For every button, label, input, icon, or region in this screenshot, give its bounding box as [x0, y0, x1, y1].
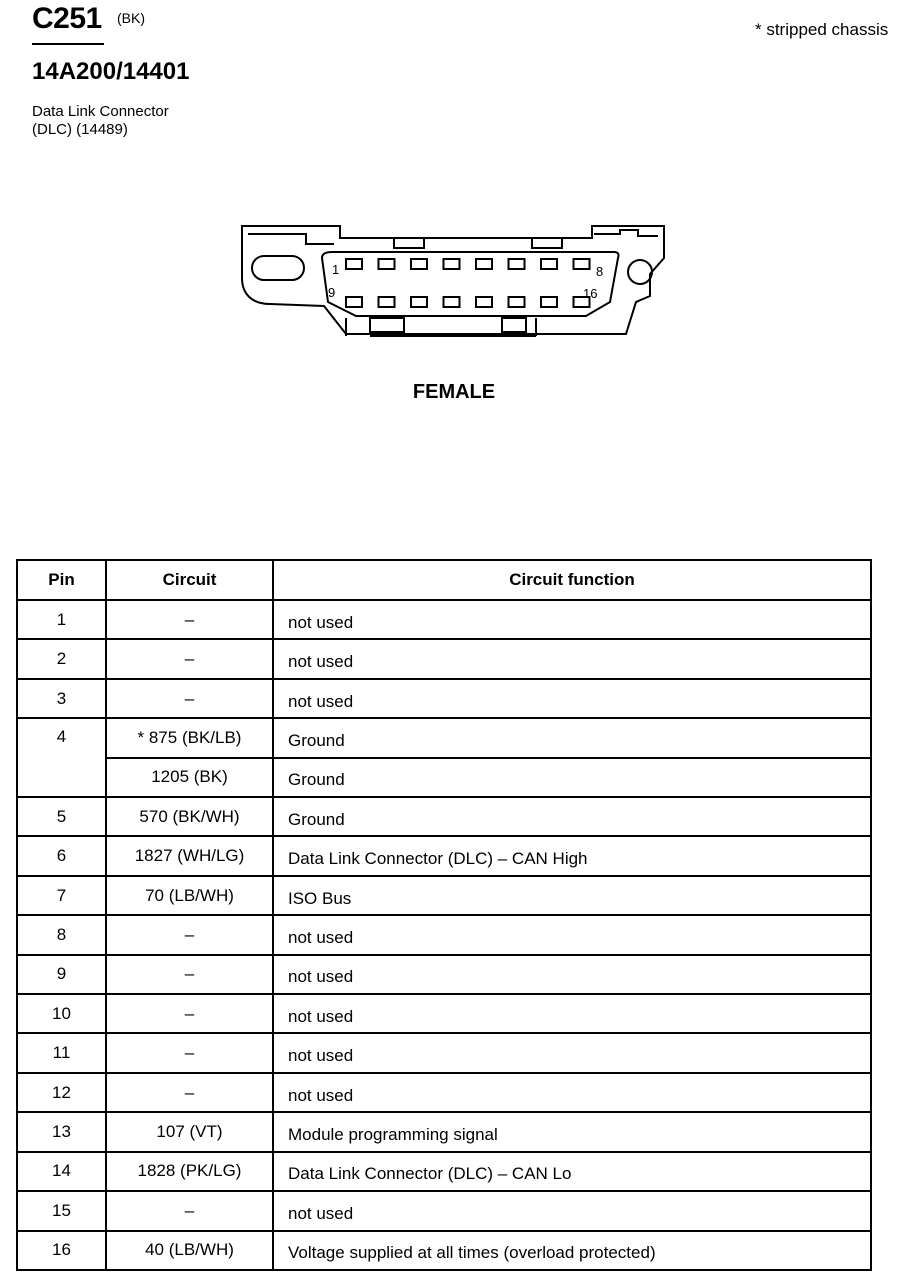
- circuit-function: Ground: [273, 718, 871, 757]
- pin-number: 10: [17, 994, 106, 1033]
- bottom-tab-right: [502, 318, 526, 332]
- circuit-function: ISO Bus: [273, 876, 871, 915]
- table-row: [17, 1073, 871, 1112]
- circuit-function: not used: [273, 994, 871, 1033]
- top-tab-left: [394, 238, 424, 248]
- table-row: [17, 1152, 871, 1191]
- table-header-row: [17, 560, 871, 600]
- part-numbers: 14A200/14401: [32, 58, 190, 85]
- circuit-value: –: [106, 994, 273, 1033]
- right-hole: [628, 260, 652, 284]
- circuit-value: 40 (LB/WH): [106, 1231, 273, 1271]
- circuit-value: 1828 (PK/LG): [106, 1152, 273, 1191]
- circuit-value: 570 (BK/WH): [106, 797, 273, 836]
- circuit-function: Ground: [273, 758, 871, 797]
- left-flange: [248, 234, 334, 244]
- circuit-function: not used: [273, 1073, 871, 1112]
- pin-number: 3: [17, 679, 106, 718]
- circuit-value: –: [106, 1073, 273, 1112]
- circuit-function: not used: [273, 1191, 871, 1230]
- pin-slot: [411, 259, 427, 269]
- table-row: [17, 797, 871, 836]
- circuit-value: –: [106, 915, 273, 954]
- circuit-value: 107 (VT): [106, 1112, 273, 1151]
- table-row: [17, 718, 871, 757]
- header-pin: Pin: [17, 560, 106, 600]
- description-line-2: (DLC) (14489): [32, 121, 128, 138]
- circuit-value: * 875 (BK/LB): [106, 718, 273, 757]
- pinout-table: [16, 559, 872, 1271]
- circuit-function: Data Link Connector (DLC) – CAN Lo: [273, 1152, 871, 1191]
- pin-label-9: 9: [328, 285, 336, 300]
- pin-slot: [541, 259, 557, 269]
- circuit-function: Ground: [273, 797, 871, 836]
- circuit-value: –: [106, 679, 273, 718]
- pinout-rows: [17, 600, 871, 1270]
- pin-slot: [444, 297, 460, 307]
- circuit-value: –: [106, 1033, 273, 1072]
- pin-slot: [379, 297, 395, 307]
- circuit-function: not used: [273, 600, 871, 639]
- circuit-function: not used: [273, 679, 871, 718]
- pin-label-16: 16: [583, 286, 598, 301]
- table-row: [17, 955, 871, 994]
- connector-code-underline: [32, 43, 104, 45]
- top-tab-right: [532, 238, 562, 248]
- circuit-value: 1205 (BK): [106, 758, 273, 797]
- pin-slot: [509, 259, 525, 269]
- table-row: [17, 1033, 871, 1072]
- circuit-value: –: [106, 639, 273, 678]
- pin-number: 1: [17, 600, 106, 639]
- circuit-function: not used: [273, 1033, 871, 1072]
- table-row: [17, 994, 871, 1033]
- table-row: [17, 600, 871, 639]
- pin-number: 15: [17, 1191, 106, 1230]
- pin-slot: [346, 259, 362, 269]
- left-slot: [252, 256, 304, 280]
- pin-slot: [476, 259, 492, 269]
- circuit-value: 70 (LB/WH): [106, 876, 273, 915]
- pin-number: 7: [17, 876, 106, 915]
- header-function: Circuit function: [273, 560, 871, 600]
- circuit-value: –: [106, 955, 273, 994]
- pin-slot: [379, 259, 395, 269]
- pin-number: 5: [17, 797, 106, 836]
- color-code: (BK): [117, 10, 145, 26]
- pin-number: 13: [17, 1112, 106, 1151]
- view-label: FEMALE: [412, 381, 496, 403]
- circuit-function: Module programming signal: [273, 1112, 871, 1151]
- pin-number: 2: [17, 639, 106, 678]
- pin-number: 4: [17, 718, 106, 797]
- circuit-function: Voltage supplied at all times (overload protected): [273, 1231, 871, 1271]
- pin-slot: [444, 259, 460, 269]
- pin-slots: [346, 259, 590, 307]
- pin-label-1: 1: [332, 262, 340, 277]
- pin-number: 6: [17, 836, 106, 875]
- table-row: [17, 679, 871, 718]
- pin-slot: [346, 297, 362, 307]
- circuit-value: 1827 (WH/LG): [106, 836, 273, 875]
- pin-number: 8: [17, 915, 106, 954]
- pin-slot: [509, 297, 525, 307]
- table-row: [17, 1231, 871, 1271]
- pin-label-8: 8: [596, 264, 604, 279]
- pin-number: 12: [17, 1073, 106, 1112]
- pin-slot: [541, 297, 557, 307]
- table-row: [17, 1112, 871, 1151]
- table-row: [17, 1191, 871, 1230]
- table-row: [17, 639, 871, 678]
- pin-slot: [411, 297, 427, 307]
- circuit-function: not used: [273, 955, 871, 994]
- pin-number: 16: [17, 1231, 106, 1271]
- circuit-value: –: [106, 600, 273, 639]
- pin-number: 9: [17, 955, 106, 994]
- stripped-chassis-note: * stripped chassis: [755, 20, 889, 39]
- header-circuit: Circuit: [106, 560, 273, 600]
- connector-diagram: [236, 218, 670, 352]
- table-row: [17, 758, 871, 797]
- table-row: [17, 915, 871, 954]
- pin-slot: [476, 297, 492, 307]
- pin-number: 11: [17, 1033, 106, 1072]
- table-row: [17, 876, 871, 915]
- circuit-value: –: [106, 1191, 273, 1230]
- pin-slot: [574, 259, 590, 269]
- circuit-function: not used: [273, 639, 871, 678]
- table-row: [17, 836, 871, 875]
- connector-code: C251: [32, 2, 102, 35]
- right-flange: [594, 230, 658, 236]
- circuit-function: Data Link Connector (DLC) – CAN High: [273, 836, 871, 875]
- bottom-tab-left: [370, 318, 404, 332]
- description-line-1: Data Link Connector: [32, 103, 169, 120]
- pin-number: 14: [17, 1152, 106, 1191]
- circuit-function: not used: [273, 915, 871, 954]
